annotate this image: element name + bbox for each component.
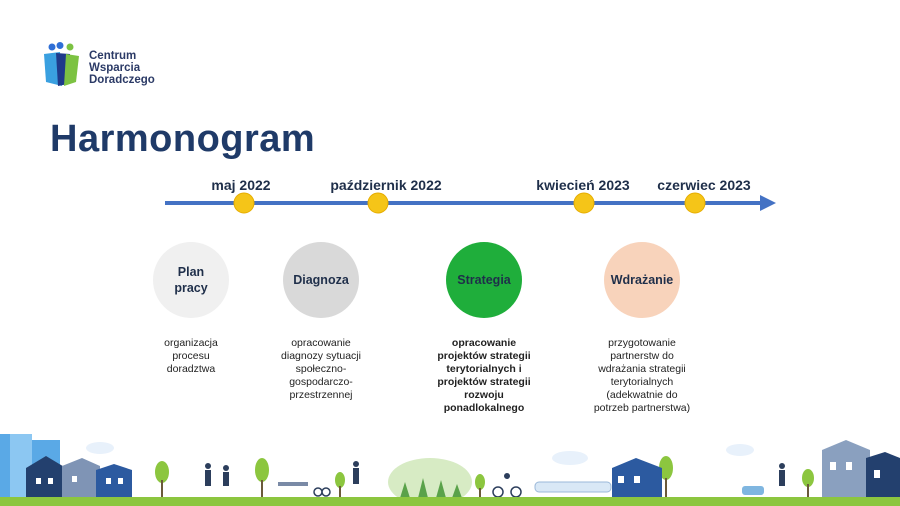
phase-label: Wdrażanie — [610, 273, 674, 287]
milestone-dot — [574, 193, 594, 213]
phase-circle — [283, 242, 359, 318]
logo-line-2: Wsparcia — [89, 62, 141, 74]
timeline-date: czerwiec 2023 — [657, 177, 751, 193]
timeline-date: październik 2022 — [330, 177, 442, 193]
logo-line-3: Doradczego — [89, 74, 155, 86]
phase-label: Plan pracy — [174, 265, 208, 295]
milestone-dot — [368, 193, 388, 213]
phase-label: Strategia — [457, 273, 511, 287]
milestone-dot — [685, 193, 705, 213]
milestone-dot — [234, 193, 254, 213]
city-illustration — [0, 420, 900, 506]
phase-label: Diagnoza — [293, 273, 349, 287]
phase-circle — [153, 242, 229, 318]
timeline-arrow-icon — [760, 195, 776, 211]
page-title: Harmonogram — [50, 118, 316, 160]
phase-description: przygotowanie partnerstw do wdrażania strategii terytorialnych (adekwatnie do potrzeb partnerstwa) — [593, 337, 691, 414]
phase-description: opracowanie diagnozy sytuacji społeczno- gospodarczo- przestrzennej — [281, 337, 361, 401]
phase-description: opracowanie projektów strategii terytorialnych i projektów strategii rozwoju ponadlokalnego — [437, 337, 531, 414]
timeline — [0, 0, 900, 230]
timeline-date: maj 2022 — [211, 177, 271, 193]
timeline-date: kwiecień 2023 — [536, 177, 630, 193]
phase-circle — [446, 242, 522, 318]
phase-circle — [604, 242, 680, 318]
phase-description: organizacja procesu doradztwa — [164, 337, 218, 375]
logo-line-1: Centrum — [89, 50, 137, 62]
